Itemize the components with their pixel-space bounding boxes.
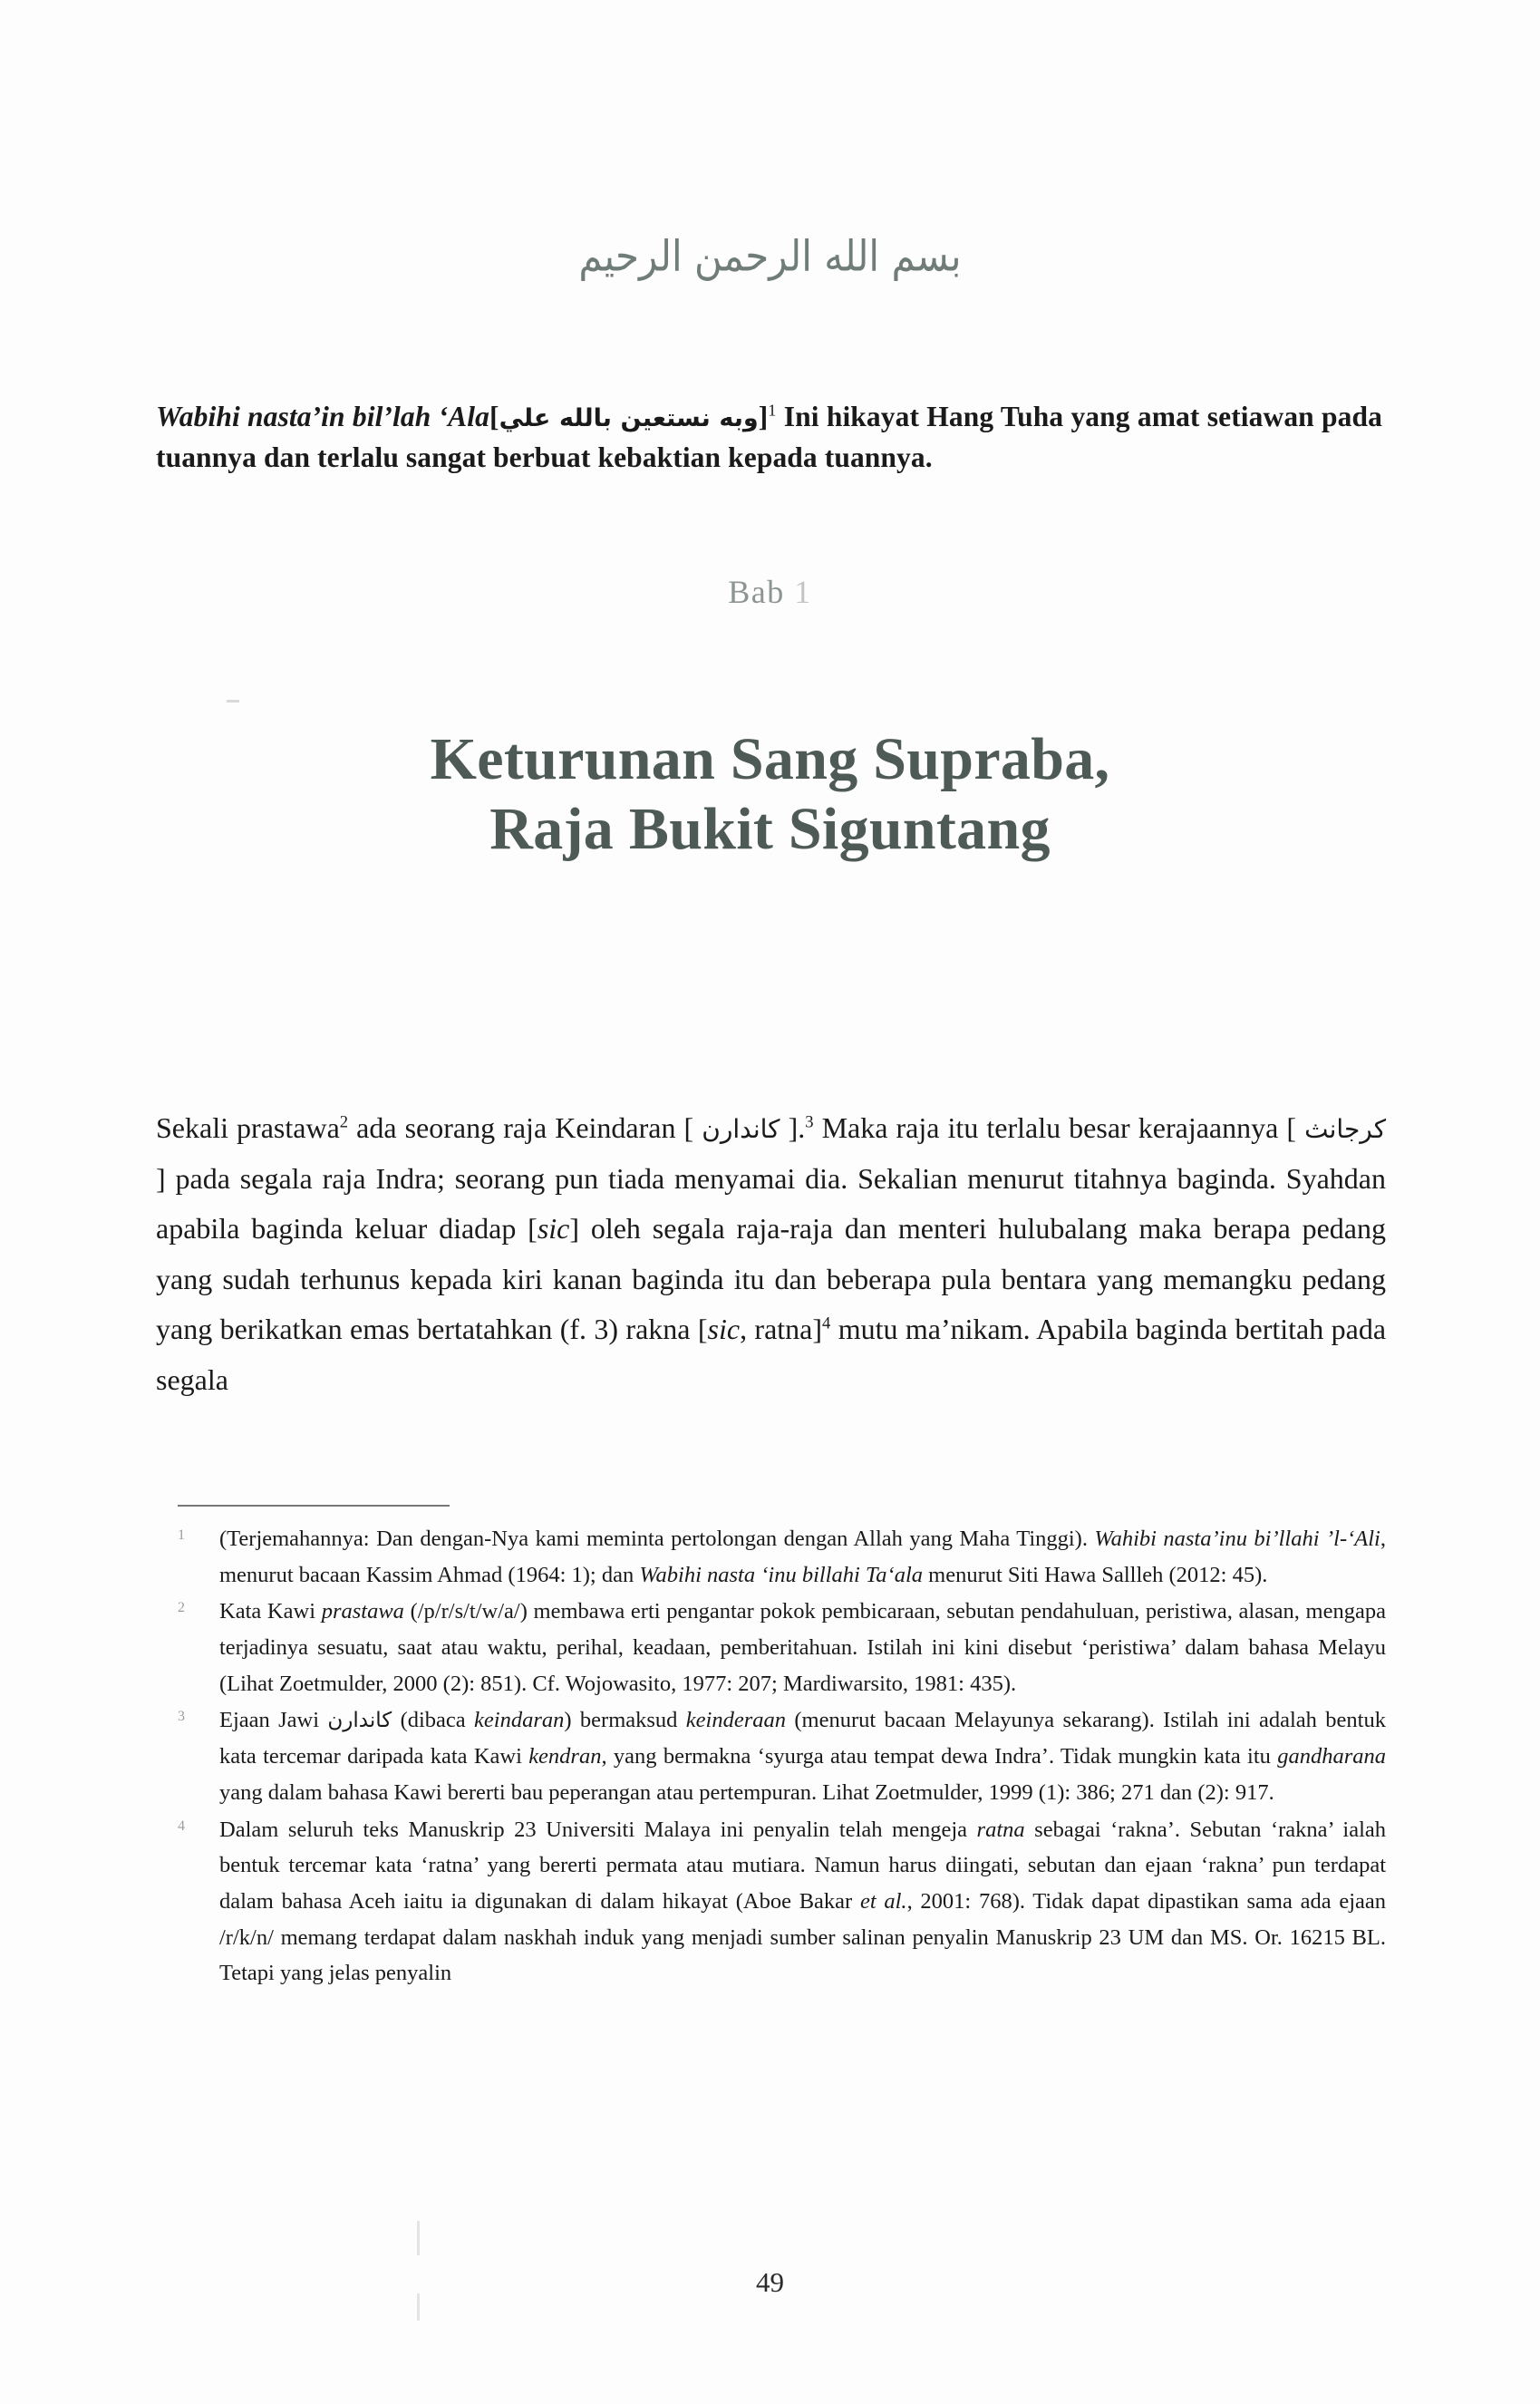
footnote-marker-2: 2: [178, 1600, 185, 1616]
fn1-part2: , menurut bacaan Kassim Ahmad (1964: 1); dan: [219, 1527, 1386, 1587]
footnote-marker-1: 1: [178, 1527, 185, 1543]
chapter-label: [0, 573, 1540, 611]
fn3-italic2: keinderaan: [685, 1708, 786, 1733]
footnote-body-3: [219, 1702, 1386, 1810]
chapter-number: 1: [794, 574, 812, 610]
scan-artifact: [417, 2221, 420, 2255]
fn1-part3: menurut Siti Hawa Sallleh (2012: 45).: [923, 1562, 1268, 1587]
opening-paragraph: [156, 396, 1382, 480]
footnote-body-1: [219, 1521, 1386, 1593]
bracket-open: [: [489, 400, 499, 432]
fn4-italic2: et al.: [859, 1888, 907, 1914]
fn2-part2: (/p/r/s/t/w/a/) membawa erti pengantar pokok pembicaraan, sebutan pendahuluan, peristiwa, alasan, mengapa terjadinya sesuatu, saat atau waktu, perihal, keadaan, pemberitahuan. Istilah ini kini disebut ‘peristiwa’ dalam bahasa Melayu (Lihat Zoetmulder, 2000 (2): 851). Cf. Wojowasito, 1977: 207; Mardiwarsito, 1981: 435).: [219, 1599, 1386, 1696]
fn3-part5: , yang bermakna ‘syurga atau tempat dewa Indra’. Tidak mungkin kata itu: [601, 1744, 1278, 1769]
fn1-part1: (Terjemahannya: Dan dengan-Nya kami meminta pertolongan dengan Allah yang Maha Tinggi).: [219, 1527, 1095, 1551]
body-seg-4: Maka raja itu terlalu besar kerajaannya [: [813, 1111, 1305, 1144]
body-sic-2: sic: [707, 1313, 741, 1346]
body-seg-8: mutu ma’nikam. Apabila baginda bertitah pada segala: [156, 1313, 1387, 1396]
opening-arabic: وبه نستعين بالله علي: [499, 403, 759, 432]
fn3-italic4: gandharana: [1277, 1744, 1386, 1769]
footnote-marker-3: 3: [178, 1709, 185, 1725]
body-seg-3: ].: [780, 1111, 806, 1144]
opening-transliteration: Wabihi nasta’in bil’lah ‘Ala: [156, 400, 489, 432]
footnote-body-2: [219, 1594, 1386, 1701]
body-seg-2: ada seorang raja Keindaran [: [348, 1111, 702, 1144]
fn3-part2: (dibaca: [392, 1708, 475, 1733]
fn3-part1: Ejaan Jawi: [219, 1708, 328, 1733]
basmala-text: بسم الله الرحمن الرحيم: [578, 231, 962, 281]
chapter-title-line-1: Keturunan Sang Supraba,: [430, 726, 1110, 793]
footnote-ref-2[interactable]: 2: [339, 1112, 349, 1132]
fn2-part1: Kata Kawi: [219, 1599, 322, 1624]
body-seg-6: ] oleh segala raja-raja dan menteri hulubalang maka berapa pedang yang sudah terhunus kepada kiri kanan baginda itu dan beberapa pula bentara yang memangku pedang yang berikatkan emas bertatahkan (f. 3) rakna [: [156, 1212, 1387, 1346]
footnote-item-3: [178, 1702, 1386, 1810]
footnote-item-2: [178, 1594, 1386, 1701]
body-paragraph: [156, 1103, 1386, 1405]
fn3-part4: (menurut bacaan Melayunya sekarang). Istilah ini adalah bentuk kata tercemar daripada kata Kawi: [219, 1708, 1386, 1769]
body-seg-5: ] pada segala raja Indra; seorang pun tiada menyamai dia. Sekalian menurut titahnya baginda. Syahdan apabila baginda keluar diadap [: [156, 1161, 1386, 1246]
fn2-italic1: prastawa: [321, 1599, 404, 1624]
scan-artifact: [227, 700, 239, 703]
footnote-ref-1[interactable]: 1: [768, 401, 777, 419]
footnote-list: [178, 1521, 1386, 1992]
fn3-part6: yang dalam bahasa Kawi bererti bau peperangan atau pertempuran. Lihat Zoetmulder, 1999 (1): 386; 271 dan (2): 917.: [219, 1779, 1274, 1805]
footnote-separator: [178, 1505, 450, 1507]
body-sic-1: sic: [537, 1212, 570, 1246]
fn3-italic3: kendran: [528, 1744, 602, 1769]
footnote-ref-3[interactable]: 3: [805, 1112, 814, 1132]
basmala-block: [0, 231, 1540, 281]
bracket-close: ]: [758, 400, 769, 432]
body-seg-1: Sekali prastawa: [156, 1111, 340, 1144]
page-number: 49: [756, 2266, 784, 2298]
fn4-italic1: ratna: [976, 1817, 1025, 1842]
page-title: [0, 724, 1540, 864]
opening-rest: Ini hikayat Hang Tuha yang amat setiawan pada tuannya dan terlalu sangat berbuat kebaktian kepada tuannya.: [156, 400, 1382, 474]
fn3-arabic: كاندارن: [327, 1709, 392, 1733]
fn4-part2: sebagai ‘rakna’. Sebutan ‘rakna’ ialah bentuk tercemar kata ‘ratna’ yang bererti permata atau mutiara. Namun harus diingati, sebutan dan ejaan ‘rakna’ pun terdapat dalam bahasa Aceh iaitu ia digunakan di dalam hikayat (Aboe Bakar: [219, 1817, 1386, 1914]
chapter-title-line-2: Raja Bukit Siguntang: [489, 796, 1051, 863]
footnote-body-4: [219, 1812, 1386, 1992]
fn1-italic2: Wabihi nasta ‘inu billahi Ta‘ala: [639, 1562, 924, 1587]
footnote-item-4: [178, 1812, 1386, 1992]
fn4-part1: Dalam seluruh teks Manuskrip 23 Universiti Malaya ini penyalin telah mengeja: [219, 1817, 977, 1842]
body-seg-7: , ratna]: [740, 1313, 823, 1346]
body-arabic-2: كرجانث: [1304, 1114, 1387, 1144]
footnote-ref-4[interactable]: 4: [822, 1313, 831, 1333]
fn3-part3: ) bermaksud: [564, 1708, 686, 1733]
fn4-part3: , 2001: 768). Tidak dapat dipastikan sama ada ejaan /r/k/n/ memang terdapat dalam naskhah induk yang menjadi sumber salinan penyalin Manuskrip 23 UM dan MS. Or. 16215 BL. Tetapi yang jelas penyalin: [219, 1888, 1386, 1986]
fn3-italic1: keindaran: [474, 1708, 565, 1733]
fn1-italic1: Wahibi nasta’inu bi’llahi ’l-‘Ali: [1094, 1527, 1380, 1551]
chapter-label-text: Bab: [728, 574, 785, 610]
body-arabic-1: كاندارن: [702, 1114, 780, 1144]
footnote-marker-4: 4: [178, 1818, 185, 1834]
footnote-item-1: [178, 1521, 1386, 1593]
